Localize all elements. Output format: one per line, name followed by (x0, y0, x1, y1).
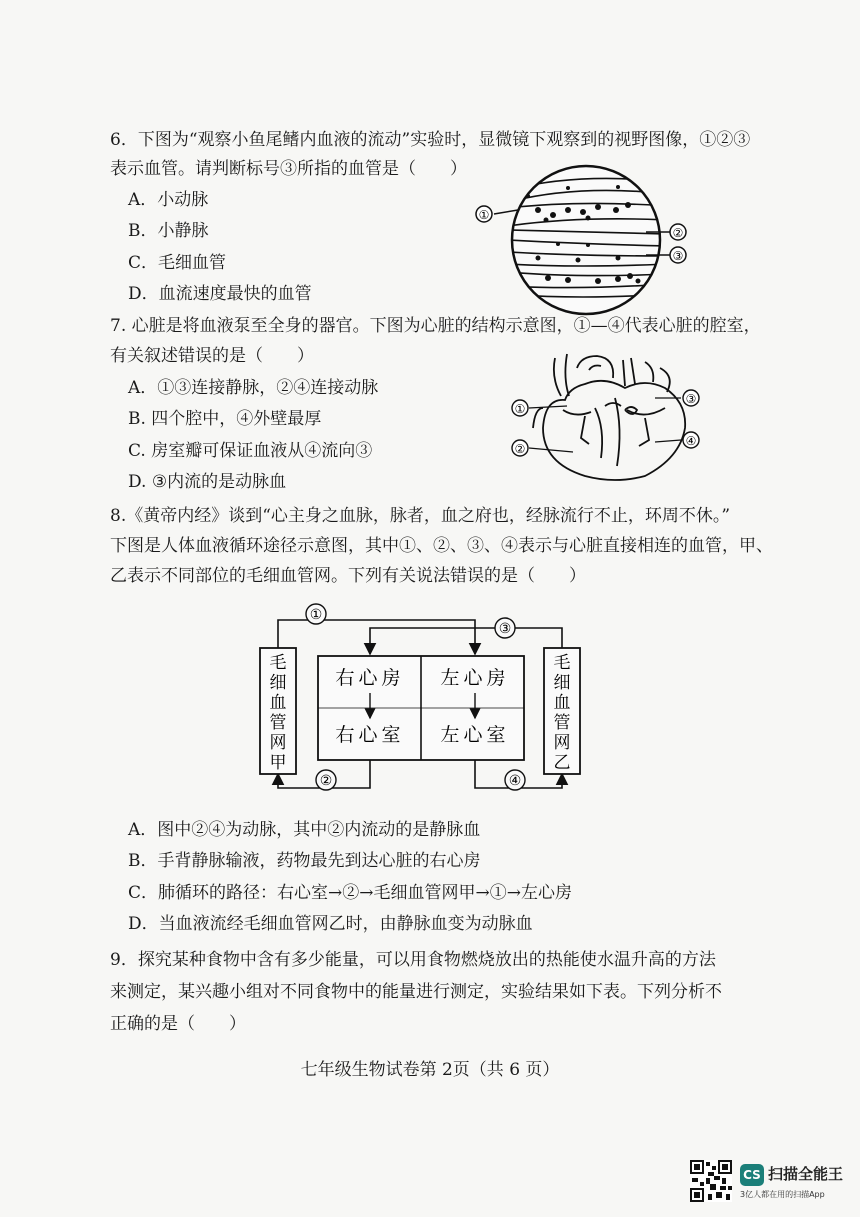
q7-fig-label-1: ① (514, 402, 526, 416)
q6-option-d: D．血流速度最快的血管 (128, 284, 312, 304)
q7-fig-label-2: ② (514, 442, 526, 456)
page-footer: 七年级生物试卷第 2页（共 6 页） (300, 1060, 560, 1080)
camscanner-name: 扫描全能王 (768, 1165, 844, 1183)
q6-option-b: B．小静脉 (128, 221, 209, 241)
q8-option-c: C．肺循环的路径：右心室→②→毛细血管网甲→①→左心房 (128, 883, 572, 903)
vessel-label-1: ① (309, 607, 323, 623)
q8-option-d: D．当血液流经毛细血管网乙时，由静脉血变为动脉血 (128, 914, 533, 934)
q7-option-a: A．①③连接静脉，②④连接动脉 (128, 378, 379, 398)
fish-tail-microscope-figure (468, 160, 698, 320)
heart-structure-figure (505, 348, 710, 488)
q6-stem-line2: 表示血管。请判断标号③所指的血管是（ ） (110, 159, 467, 179)
q9-stem-line3: 正确的是（ ） (110, 1014, 246, 1034)
q7-fig-label-3: ③ (685, 392, 697, 406)
right-capillary-char-6: 乙 (553, 753, 571, 773)
qr-code-icon (690, 1160, 732, 1202)
q9-stem-line2: 来测定，某兴趣小组对不同食物中的能量进行测定，实验结果如下表。下列分析不 (110, 982, 722, 1002)
right-capillary-char-2: 细 (553, 673, 571, 693)
left-capillary-char-1: 毛 (269, 653, 287, 673)
q7-option-b: B. 四个腔中，④外壁最厚 (128, 409, 322, 429)
left-capillary-char-4: 管 (269, 713, 287, 733)
q7-option-d: D. ③内流的是动脉血 (128, 472, 287, 492)
right-atrium-label: 右心房 (335, 667, 405, 689)
left-capillary-char-6: 甲 (269, 753, 287, 773)
vessel-label-2: ② (319, 773, 333, 789)
vessel-label-3: ③ (498, 621, 512, 637)
left-ventricle-label: 左心室 (440, 724, 510, 746)
left-atrium-label: 左心房 (440, 667, 510, 689)
right-capillary-char-5: 网 (553, 733, 571, 753)
q8-stem-line2: 下图是人体血液循环途径示意图，其中①、②、③、④表示与心脏直接相连的血管，甲、 (110, 536, 773, 556)
vessel-label-4: ④ (508, 773, 522, 789)
camscanner-logo: CS (740, 1164, 764, 1186)
left-capillary-char-3: 血 (269, 693, 287, 713)
q6-stem-line1: 6．下图为“观察小鱼尾鳍内血液的流动”实验时，显微镜下观察到的视野图像，①②③ (110, 130, 751, 150)
q8-option-b: B．手背静脉输液，药物最先到达心脏的右心房 (128, 851, 481, 871)
right-capillary-char-3: 血 (553, 693, 571, 713)
q7-fig-label-4: ④ (685, 434, 697, 448)
q6-fig-label-1: ① (478, 208, 490, 222)
q6-option-a: A．小动脉 (128, 190, 209, 210)
camscanner-tagline: 3亿人都在用的扫描App (740, 1190, 825, 1199)
q7-stem-line2: 有关叙述错误的是（ ） (110, 346, 314, 366)
q8-option-a: A．图中②④为动脉，其中②内流动的是静脉血 (128, 820, 481, 840)
blood-circulation-diagram (250, 600, 590, 800)
q6-fig-label-3: ③ (672, 249, 684, 263)
q8-stem-line3: 乙表示不同部位的毛细血管网。下列有关说法错误的是（ ） (110, 566, 586, 586)
q9-stem-line1: 9．探究某种食物中含有多少能量，可以用食物燃烧放出的热能使水温升高的方法 (110, 950, 716, 970)
left-capillary-char-5: 网 (269, 733, 287, 753)
right-capillary-char-1: 毛 (553, 653, 571, 673)
q7-stem-line1: 7. 心脏是将血液泵至全身的器官。下图为心脏的结构示意图，①—④代表心脏的腔室， (110, 316, 761, 336)
q8-stem-line1: 8.《黄帝内经》谈到“心主身之血脉，脉者，血之府也，经脉流行不止，环周不休。” (110, 506, 731, 526)
q7-option-c: C. 房室瓣可保证血液从④流向③ (128, 441, 373, 461)
right-ventricle-label: 右心室 (335, 724, 405, 746)
right-capillary-char-4: 管 (553, 713, 571, 733)
q6-option-c: C．毛细血管 (128, 253, 227, 273)
q6-fig-label-2: ② (672, 226, 684, 240)
left-capillary-char-2: 细 (269, 673, 287, 693)
